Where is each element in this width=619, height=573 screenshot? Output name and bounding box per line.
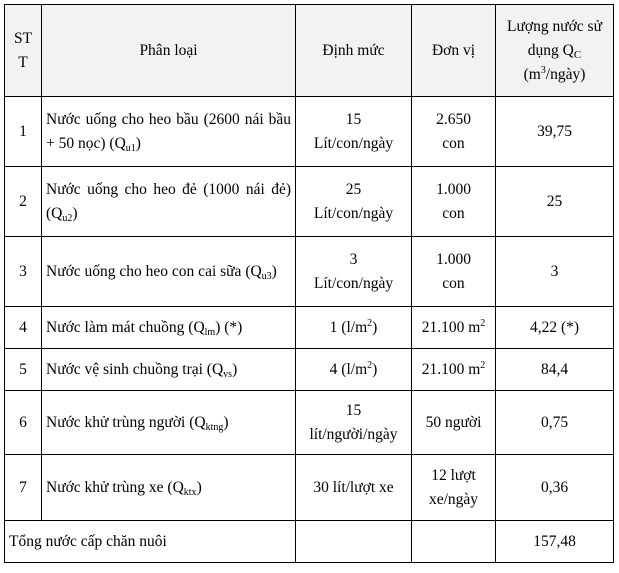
header-usage-unit-pre: (m	[523, 65, 541, 83]
row-norm-unit: Lít/con/ngày	[313, 274, 394, 292]
row-norm-value: 15	[345, 110, 362, 128]
row-norm-unit: Lít/con/ngày	[313, 134, 394, 152]
row-name-tail: )	[223, 413, 229, 431]
row-name-tail: ) (*)	[215, 318, 243, 336]
header-usage	[496, 5, 614, 97]
table-row	[5, 167, 614, 237]
row-unit-value: 50 người	[425, 413, 482, 431]
row-norm-sup: 2	[367, 317, 373, 329]
row-norm-sup: 2	[367, 359, 373, 371]
row-name-tail: )	[271, 262, 277, 280]
row-unit-label: con	[442, 274, 465, 292]
row-unit	[412, 167, 496, 237]
row-norm-post: )	[372, 318, 378, 336]
header-norm: Định mức	[296, 5, 412, 97]
row-name-text: Nước uống cho heo bầu (2600 nái bầu + 50 nọc) (Q	[46, 110, 291, 152]
row-unit-value: 1.000	[436, 250, 471, 268]
row-name-tail: )	[135, 134, 141, 152]
row-name-tail: )	[196, 478, 202, 496]
row-norm-value: 3	[349, 250, 358, 268]
row-unit-value: 1.000	[436, 180, 471, 198]
row-stt: 4	[5, 307, 42, 349]
row-name-text: Nước uống cho heo đẻ (1000 nái đẻ) (Q	[46, 180, 291, 222]
total-norm-empty	[296, 521, 412, 563]
total-value: 157,48	[496, 521, 614, 563]
row-name-text: Nước uống cho heo con cai sữa (Q	[46, 262, 262, 280]
row-unit-pre: 21.100 m	[421, 360, 481, 378]
row-value: 84,4	[496, 349, 614, 391]
table-row	[5, 391, 614, 455]
row-name	[42, 455, 296, 521]
row-norm	[296, 307, 412, 349]
row-unit	[412, 97, 496, 167]
row-value: 0,36	[496, 455, 614, 521]
row-norm-value: 30 lít/lượt xe	[313, 478, 394, 496]
row-unit	[412, 237, 496, 307]
row-value: 3	[496, 237, 614, 307]
row-unit	[412, 307, 496, 349]
row-name	[42, 349, 296, 391]
row-norm	[296, 167, 412, 237]
row-unit-label: con	[442, 134, 465, 152]
header-usage-unit-post: /ngày)	[545, 65, 586, 83]
row-unit-sup: 2	[480, 317, 486, 329]
water-usage-table	[4, 4, 614, 563]
header-usage-sub: C	[573, 48, 582, 61]
row-name	[42, 307, 296, 349]
table-row	[5, 237, 614, 307]
row-norm-post: )	[372, 360, 378, 378]
header-usage-text: Lượng nước sử dụng Q	[507, 17, 602, 59]
total-label: Tổng nước cấp chăn nuôi	[5, 521, 296, 563]
row-norm-unit: Lít/con/ngày	[313, 204, 394, 222]
header-unit: Đơn vị	[412, 5, 496, 97]
row-unit	[412, 349, 496, 391]
table-row	[5, 97, 614, 167]
row-name-sub: u2	[62, 212, 73, 224]
row-unit-pre: 21.100 m	[421, 318, 481, 336]
row-value: 39,75	[496, 97, 614, 167]
row-norm-value: 15	[345, 401, 362, 419]
table-row	[5, 455, 614, 521]
table-row	[5, 349, 614, 391]
row-name	[42, 167, 296, 237]
row-norm-value: 25	[345, 180, 362, 198]
row-name-sub: ktx	[183, 486, 197, 498]
row-unit	[412, 455, 496, 521]
table-header-row	[5, 5, 614, 97]
row-name-sub: lm	[204, 326, 216, 338]
row-unit-label: con	[442, 204, 465, 222]
row-stt: 5	[5, 349, 42, 391]
row-stt: 3	[5, 237, 42, 307]
row-name-text: Nước làm mát chuồng (Q	[46, 318, 205, 336]
row-value: 0,75	[496, 391, 614, 455]
row-norm	[296, 97, 412, 167]
row-stt: 1	[5, 97, 42, 167]
row-norm	[296, 349, 412, 391]
row-name-sub: u1	[125, 142, 136, 154]
row-unit-label: xe/ngày	[428, 490, 479, 508]
row-value: 4,22 (*)	[496, 307, 614, 349]
table-row	[5, 307, 614, 349]
row-name	[42, 97, 296, 167]
row-name-text: Nước vệ sinh chuồng trại (Q	[46, 360, 224, 378]
total-unit-empty	[412, 521, 496, 563]
row-name-sub: ktng	[205, 421, 224, 433]
row-name-sub: vs	[223, 368, 233, 380]
row-stt: 7	[5, 455, 42, 521]
row-name	[42, 237, 296, 307]
row-unit	[412, 391, 496, 455]
row-name-sub: u3	[261, 270, 272, 282]
row-norm	[296, 455, 412, 521]
row-name-tail: )	[232, 360, 238, 378]
row-norm-pre: 1 (l/m	[329, 318, 368, 336]
row-name-tail: )	[72, 204, 78, 222]
row-unit-value: 2.650	[436, 110, 471, 128]
header-usage-unit-sup: 3	[540, 64, 546, 76]
row-unit-value: 12 lượt	[431, 466, 476, 484]
row-name	[42, 391, 296, 455]
header-category: Phân loại	[42, 5, 296, 97]
row-name-text: Nước khử trùng người (Q	[46, 413, 206, 431]
row-norm-pre: 4 (l/m	[329, 360, 368, 378]
row-stt: 6	[5, 391, 42, 455]
row-name-text: Nước khử trùng xe (Q	[46, 478, 184, 496]
row-stt: 2	[5, 167, 42, 237]
header-stt: ST T	[5, 5, 42, 97]
row-norm	[296, 391, 412, 455]
row-norm-unit: lít/người/ngày	[309, 425, 398, 443]
row-value: 25	[496, 167, 614, 237]
total-row	[5, 521, 614, 563]
row-unit-sup: 2	[480, 359, 486, 371]
row-norm	[296, 237, 412, 307]
